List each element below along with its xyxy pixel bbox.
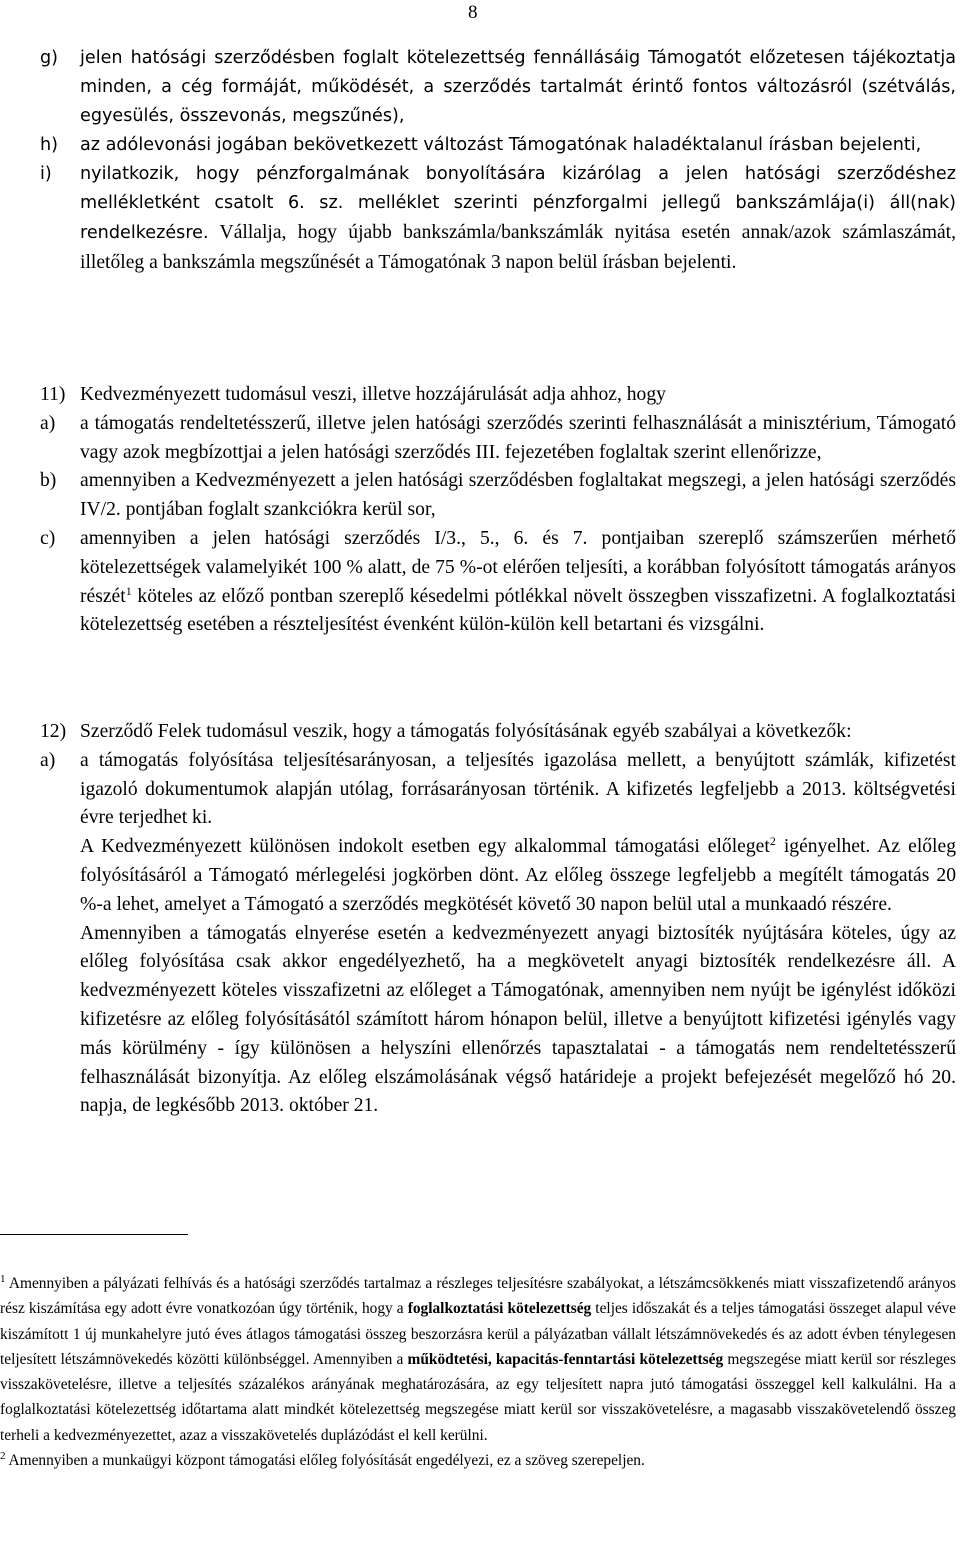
footnote-text: Amennyiben a munkaügyi központ támogatási előleg folyósítását engedélyezi, ez a szöveg szerepeljen.: [5, 1452, 645, 1470]
footnote-bold-term: működtetési, kapacitás-fenntartási kötelezettség: [407, 1350, 724, 1368]
footnote-text: teljes időszakát és a teljes támogatási összeget alapul véve kiszámított 1 új munkahelyre jutó éves átlagos támogatási összeg beszorzásra kerül a pályázatban vállalt létszámnövekedés és az adott évben ténylegesen teljesített létszámnövekedés közötti különbséggel. Amennyiben a: [0, 1300, 956, 1368]
item-text: nyilatkozik, hogy pénzforgalmának bonyolítására kizárólag a jelen hatósági szerződéshez mellékletként csatolt 6. sz. melléklet szerinti pénzforgalmi jellegű bankszámlája(i) áll(nak) rendelkezésre.: [80, 164, 956, 243]
list-item: [40, 747, 956, 833]
obligations-list: [40, 44, 956, 278]
footnote-ref[interactable]: 1: [125, 583, 132, 598]
item-text: a támogatás folyósítása teljesítésarányosan, a teljesítés igazolása mellett, a benyújtott számlák, kifizetést igazoló dokumentumok alapján utólag, forrásarányosan történik. A kifizetés legfeljebb a 2013. költségvetési évre terjedhet ki.: [80, 749, 956, 829]
footnote-mark: 1: [0, 1273, 6, 1285]
page-number: 8: [468, 2, 478, 23]
guarantee-paragraph: Amennyiben a támogatás elnyerése esetén a kedvezményezett anyagi biztosíték nyújtására köteles, úgy az előleg folyósítása csak akkor engedélyezhető, ha a megkövetelt anyagi biztosíték rendelkezésre áll. A kedvezményezett köteles visszafizetni az előleget a Támogatónak, amennyiben nem nyújt be igénylést időközi kifizetésre az előleg folyósításától számított három hónapon belül, illetve a benyújtott kifizetési igénylés vagy más körülmény - így különösen a helyszíni ellenőrzés tapasztalatai - a támogatás nem rendeltetésszerű felhasználását bizonyítja. Az előleg elszámolásának végső határideje a projekt befejezését megelőző hó 20. napja, de legkésőbb 2013. október 21.: [80, 922, 956, 1117]
item-label: g): [40, 48, 59, 68]
item-label: h): [40, 135, 59, 155]
paragraph-text-continued: igényelhet. Az előleg folyósításáról a Támogató mérlegelési jogkörben dönt. Az előleg összege legfeljebb a megítélt támogatás 20 %-a lehet, amelyet a Támogató a szerződés megkötését követő 30 napon belül utal a munkaadó részére.: [80, 836, 956, 915]
footnotes: [0, 1271, 956, 1473]
list-item: [40, 131, 956, 160]
item-label: i): [40, 164, 52, 184]
footnote-text: Amennyiben a pályázati felhívás és a hatósági szerződés tartalmaz a részleges teljesítésre szabályokat, a létszámcsökkenés miatt visszafizetendő arányos rész kiszámítása egy adott évre vonatkozóan úgy történik, hogy a: [0, 1275, 956, 1318]
footnote-bold-term: foglalkoztatási kötelezettség: [407, 1300, 592, 1318]
advance-paragraph: [40, 833, 956, 919]
item-text-continued: Vállalja, hogy újabb bankszámla/bankszámlák nyitása esetén annak/azok számlaszámát, illetőleg a bankszámla megszűnését a Támogatónak 3 napon belül írásban bejelenti.: [80, 222, 956, 273]
paragraph-text: A Kedvezményezett különösen indokolt esetben egy alkalommal támogatási előleget: [80, 836, 770, 858]
item-text: amennyiben a jelen hatósági szerződés I/3., 5., 6. és 7. pontjaiban szereplő számszerűen mérhető kötelezettségek valamelyikét 100 % alatt, de 75 %-ot elérően teljesíti, a korábban folyósított támogatás arányos részét: [80, 527, 956, 607]
item-text: jelen hatósági szerződésben foglalt kötelezettség fennállásáig Támogatót előzetesen tájékoztatja minden, a cég formáját, működését, a szerződés tartalmát érintő fontos változásról (szétválás, egyesülés, összevonás, megszűnés),: [80, 48, 956, 126]
list-item: [40, 525, 956, 640]
section-heading-text: Szerződő Felek tudomásul veszik, hogy a támogatás folyósításának egyéb szabályai a következők:: [80, 721, 852, 742]
item-label: c): [40, 527, 56, 549]
list-item: [40, 410, 956, 468]
item-text: az adólevonási jogában bekövetkezett változást Támogatónak haladéktalanul írásban bejelenti,: [80, 135, 922, 155]
item-text-continued: köteles az előző pontban szereplő késedelmi pótlékkal növelt összegben visszafizetni. A foglalkoztatási kötelezettség esetében a részteljesítést évenként külön-külön kell betartani és vizsgálni.: [80, 585, 956, 636]
footnote-text: megszegése miatt kerül sor részleges visszakövetelésre, illetve a teljesítés százalékos arányának meghatározására, az egy teljesített napra jutó támogatási összeggel kell kalkulálni. Ha a foglalkoztatási kötelezettség időtartama alatt mindkét kötelezettség megszegése miatt kerül sor visszakövetelésre, a magasabb visszakövetelendő összeg terheli a kedvezményezettet, azaz a visszakövetelés duplázódást el kell kerülni.: [0, 1350, 956, 1444]
item-label: b): [40, 470, 57, 492]
footnote-ref[interactable]: 2: [769, 834, 776, 849]
section-number: 11): [40, 384, 66, 405]
footnote-mark: 2: [0, 1450, 6, 1463]
section-heading-text: Kedvezményezett tudomásul veszi, illetve hozzájárulását adja ahhoz, hogy: [80, 384, 666, 405]
footnote-separator: [0, 1234, 188, 1235]
list-item: [40, 44, 956, 131]
footnote-1: [0, 1271, 956, 1448]
list-item: [40, 160, 956, 278]
list-item: [40, 467, 956, 525]
footnote-2: [0, 1448, 956, 1473]
item-text: amennyiben a Kedvezményezett a jelen hatósági szerződésben foglaltakat megszegi, a jelen hatósági szerződés IV/2. pontjában foglalt szankciókra kerül sor,: [80, 470, 956, 521]
section-number: 12): [40, 721, 67, 742]
section-heading: [40, 381, 956, 410]
section-heading: [40, 718, 956, 747]
section-12: [40, 718, 956, 1121]
section-11: [40, 381, 956, 640]
item-text: a támogatás rendeltetésszerű, illetve jelen hatósági szerződés szerinti felhasználását a minisztérium, Támogató vagy azok megbízottjai a jelen hatósági szerződés III. fejezetében foglaltak szerint ellenőrizze,: [80, 412, 956, 463]
item-label: a): [40, 412, 56, 434]
item-label: a): [40, 749, 56, 771]
